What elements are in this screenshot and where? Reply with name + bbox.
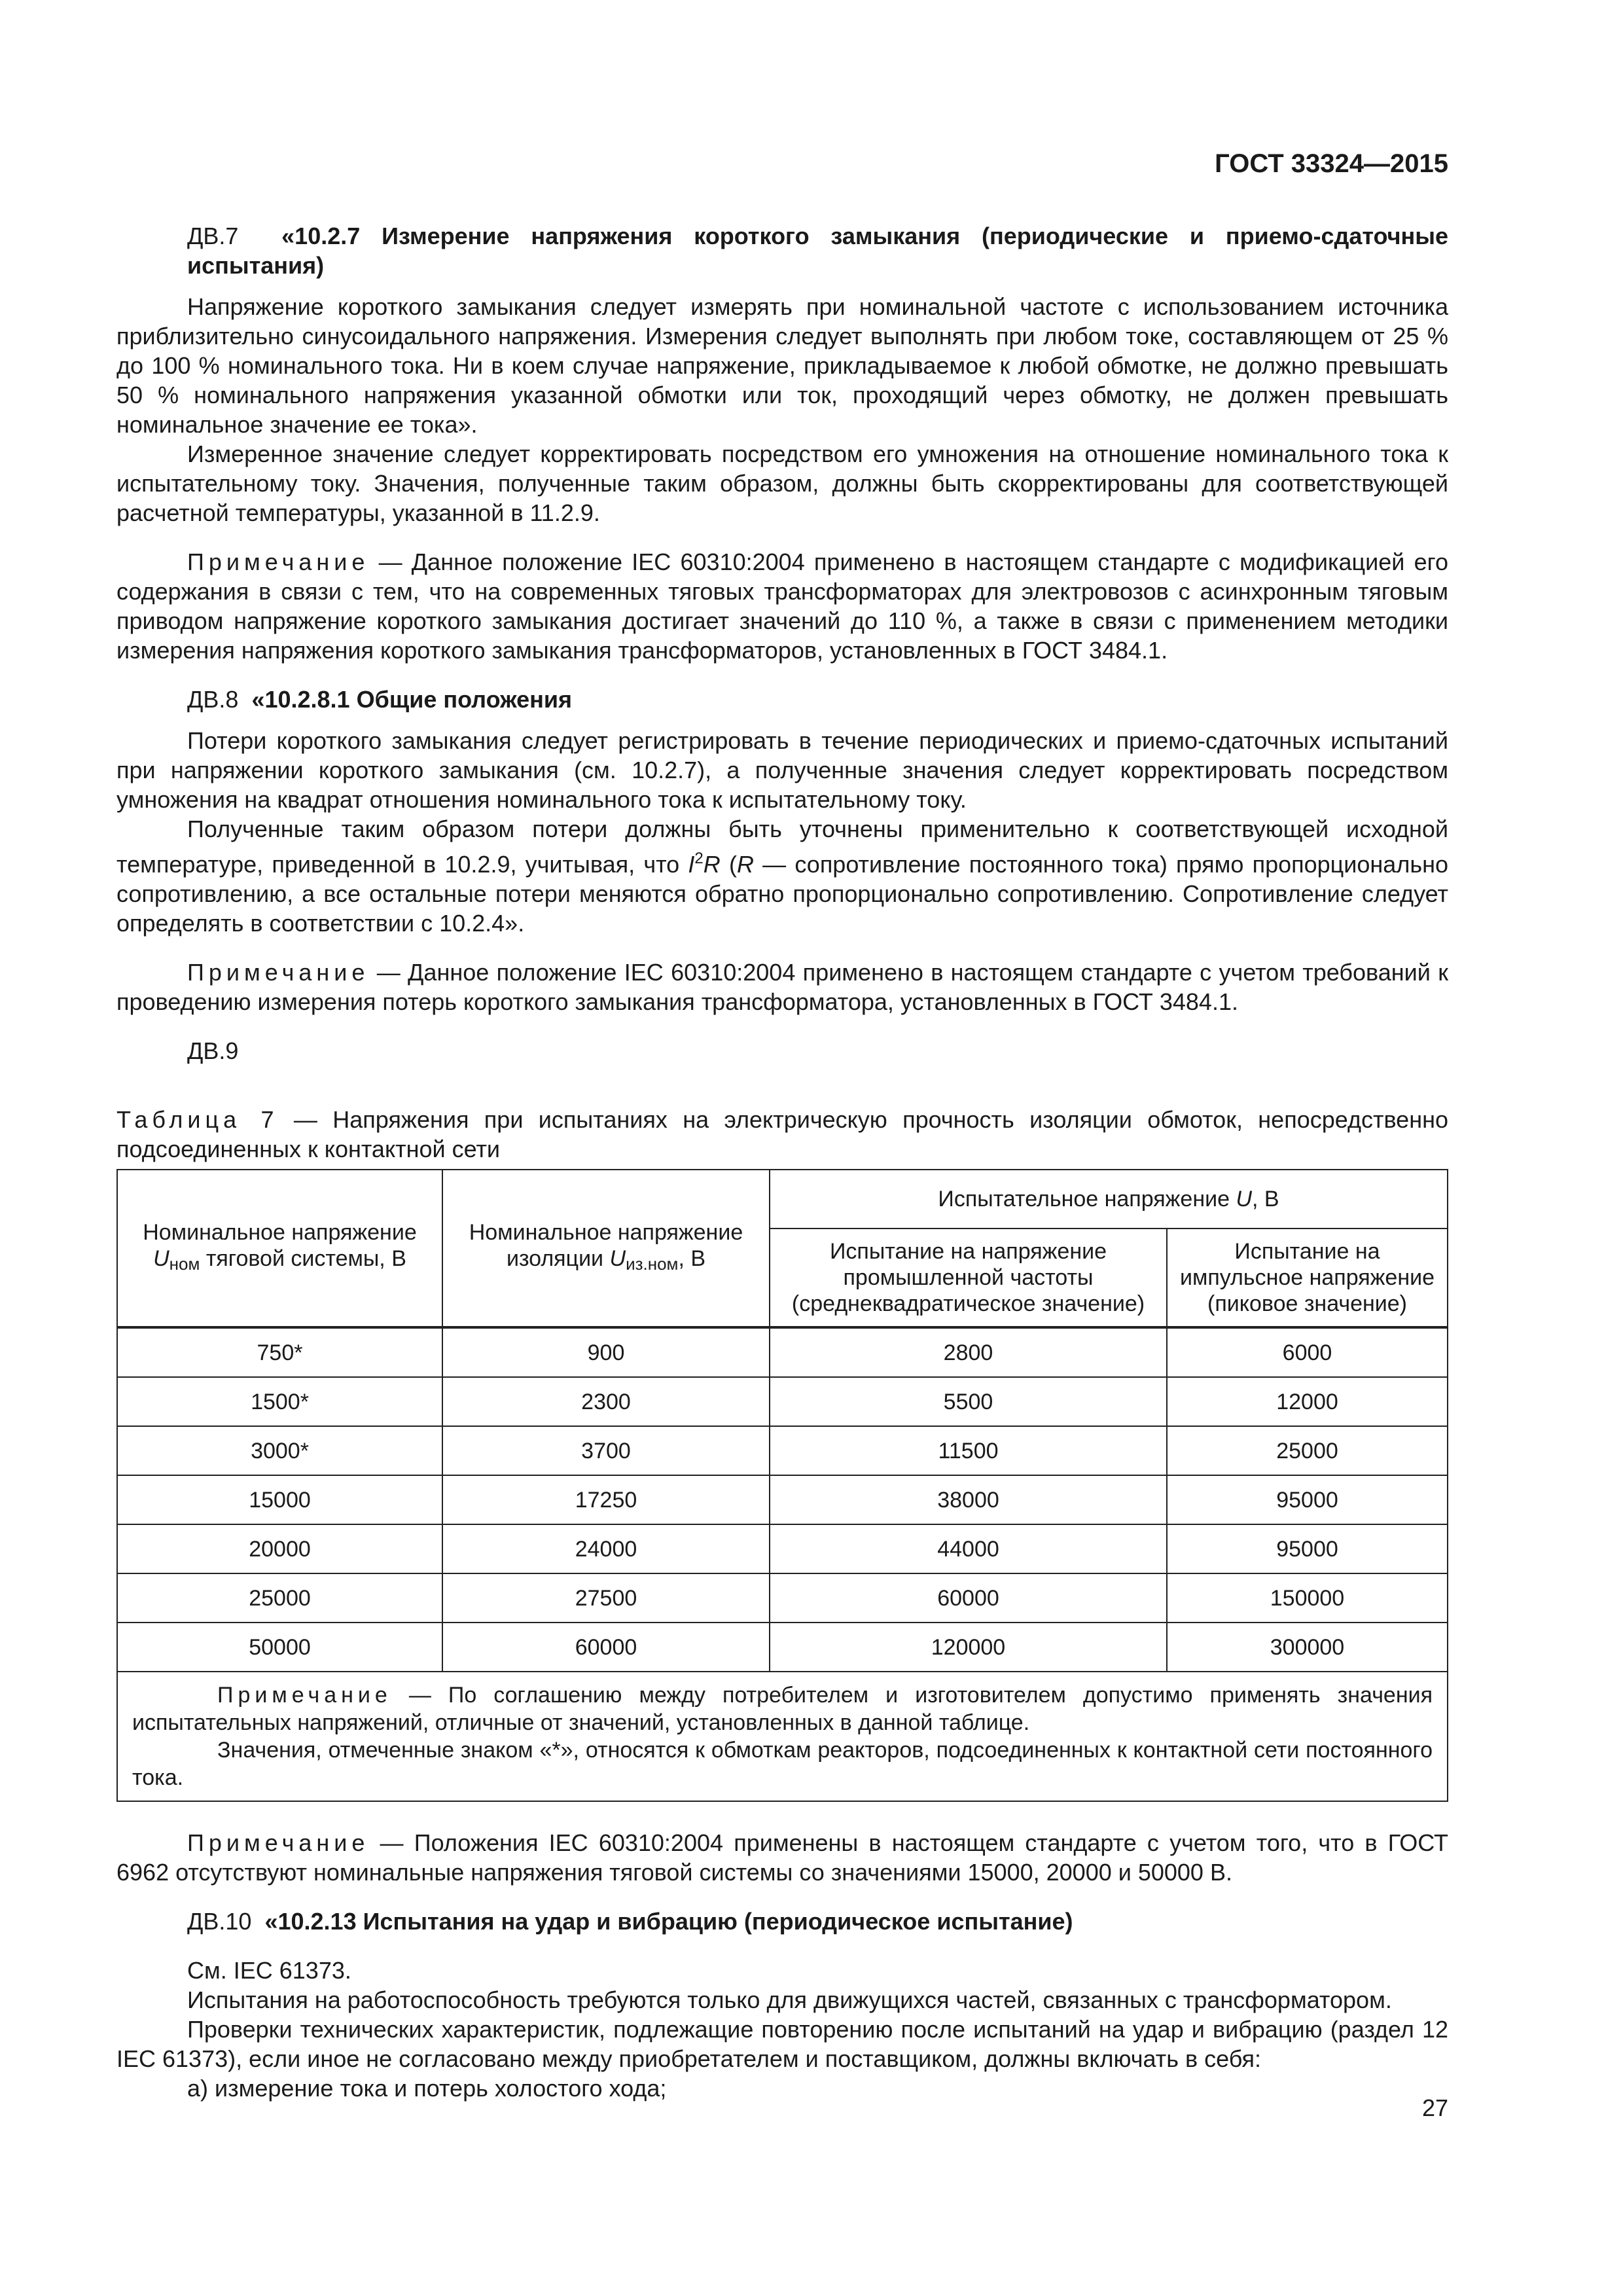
note-label: Примечание [187,959,370,986]
header-sub: ном [169,1254,200,1274]
section-heading-dv10 [187,1907,1448,1936]
table-row [117,1426,1448,1475]
table-cell: 95000 [1167,1524,1448,1573]
header-text: Испытательное напряжение [938,1187,1236,1211]
header-text: Номинальное напряжение [143,1220,417,1245]
table-cell: 900 [442,1327,770,1377]
table-cell: 3000* [117,1426,442,1475]
table-note-para [132,1681,1433,1736]
formula-exp: 2 [694,850,704,867]
table-cell: 3700 [442,1426,770,1475]
table-row [117,1475,1448,1524]
header-text: , В [678,1246,706,1271]
page-number: 27 [1421,2094,1448,2121]
note-text: — Положения IEC 60310:2004 применены в настоящем стандарте с учетом того, что в ГОСТ 6962 отсутствуют номинальные напряжения тяговой системы со значениями 15000, 20000 и 50000 В. [116,1829,1448,1886]
table-cell: 12000 [1167,1377,1448,1426]
header-text: Номинальное напряжение изоляции [469,1220,743,1271]
table-cell: 95000 [1167,1475,1448,1524]
table-body [117,1327,1448,1672]
table-cell: 27500 [442,1573,770,1623]
table-cell: 2300 [442,1377,770,1426]
header-var: U [609,1246,626,1271]
document-id: ГОСТ 33324—2015 [1215,149,1448,178]
voltage-table [116,1169,1448,1802]
paragraph: См. IEC 61373. [187,1957,351,1984]
table-cell: 1500* [117,1377,442,1426]
page-content [116,221,1448,2103]
section-number: ДВ.8 [187,686,239,713]
note [116,958,1448,1016]
paragraph: Напряжение короткого замыкания следует измерять при номинальной частоте с использованием источника приблизительно синусоидального напряжения. Измерения следует выполнять при любом токе, составляющем от 25 % до 100 % номинального тока. Ни в коем случае напряжение, прикладываемое к любой обмотке, не должно превышать 50 % номинального напряжения указанной обмотки или ток, проходящий через обмотку, не должен превышать номинальное значение ее тока». [116,293,1448,438]
section-number: ДВ.7 [187,223,239,249]
table-note [117,1672,1448,1801]
table-caption [116,1105,1448,1164]
table-cell: 44000 [770,1524,1167,1573]
table-cell: 120000 [770,1623,1167,1672]
header-sub: из.ном [626,1254,679,1274]
table-note-para: Значения, отмеченные знаком «*», относятся к обмоткам реакторов, подсоединенных к контактной сети постоянного тока. [132,1738,1433,1790]
table-cell: 2800 [770,1327,1167,1377]
table-row [117,1524,1448,1573]
column-group-test-voltage [770,1170,1448,1229]
table-cell: 24000 [442,1524,770,1573]
list-item: а) измерение тока и потерь холостого хода; [187,2075,667,2102]
text-run: ( [720,851,737,878]
note-label: Примечание [187,1829,370,1856]
table-cell: 150000 [1167,1573,1448,1623]
section-heading-dv7 [187,221,1448,280]
formula-var: I [688,851,695,878]
paragraph: Измеренное значение следует корректировать посредством его умножения на отношение номинального тока к испытательному току. Значения, полученные таким образом, должны быть скорректированы для соответствующей расчетной температуры, указанной в 11.2.9. [116,440,1448,526]
section-title: «10.2.8.1 Общие положения [251,686,573,713]
section-heading-dv8 [187,685,1448,714]
section-number: ДВ.10 [187,1908,252,1935]
table-row [117,1623,1448,1672]
table-label: Таблица 7 [116,1106,279,1133]
table-row [117,1377,1448,1426]
table-cell: 11500 [770,1426,1167,1475]
table-cell: 15000 [117,1475,442,1524]
table-title: — Напряжения при испытаниях на электрическую прочность изоляции обмоток, непосредственно подсоединенных к контактной сети [116,1106,1448,1162]
note [116,547,1448,665]
note-label: Примечание [187,548,370,575]
section-heading-dv9 [187,1036,1448,1066]
table-cell: 5500 [770,1377,1167,1426]
note-text: — Данное положение IEC 60310:2004 применено в настоящем стандарте с учетом требований к проведению измерения потерь короткого замыкания трансформатора, установленных в ГОСТ 3484.1. [116,959,1448,1015]
note [116,1828,1448,1887]
header-text: тяговой системы, В [200,1246,406,1271]
column-header-nominal-system [117,1170,442,1327]
table-cell: 6000 [1167,1327,1448,1377]
paragraph-with-formula [116,814,1448,938]
table-cell: 300000 [1167,1623,1448,1672]
table-cell: 60000 [770,1573,1167,1623]
table-cell: 60000 [442,1623,770,1672]
paragraph: Потери короткого замыкания следует регистрировать в течение периодических и приемо-сдаточных испытаний при напряжении короткого замыкания (см. 10.2.7), а полученные значения следует корректировать посредством умножения на квадрат отношения номинального тока к испытательному току. [116,727,1448,813]
table-cell: 17250 [442,1475,770,1524]
formula-var: R [736,851,754,878]
section-number: ДВ.9 [187,1037,239,1064]
note-text: — Данное положение IEC 60310:2004 применено в настоящем стандарте с модификацией его содержания в связи с тем, что на современных тяговых трансформаторах для электровозов с асинхронным тяговым приводом напряжение короткого замыкания достигает значений до 110 %, а также в связи с применением методики измерения напряжения короткого замыкания трансформаторов, установленных в ГОСТ 3484.1. [116,548,1448,664]
section-title: «10.2.7 Измерение напряжения короткого замыкания (периодические и приемо-сдаточные испытания) [187,223,1448,279]
header-var: U [1236,1187,1252,1211]
column-header-power-frequency: Испытание на напряжение промышленной частоты (среднеквадратическое значение) [770,1229,1167,1327]
paragraph: Проверки технических характеристик, подлежащие повторению после испытаний на удар и вибрацию (раздел 12 IEC 61373), если иное не согласовано между приобретателем и поставщиком, должны включать в себя: [116,2016,1448,2072]
table-row [117,1573,1448,1623]
column-header-nominal-insulation [442,1170,770,1327]
formula-var: R [703,851,721,878]
table-row [117,1327,1448,1377]
table-cell: 20000 [117,1524,442,1573]
paragraph: Испытания на работоспособность требуются только для движущихся частей, связанных с трансформатором. [187,1986,1392,2013]
table-cell: 25000 [1167,1426,1448,1475]
text-run: — сопротивление постоянного тока) прямо пропорционально сопротивлению, а все остальные потери меняются обратно пропорционально сопротивлению. Сопротивление следует определять в соответствии с 10.2.4». [116,851,1448,937]
table-cell: 25000 [117,1573,442,1623]
note-label: Примечание [217,1683,392,1708]
column-header-impulse: Испытание на импульсное напряжение (пиковое значение) [1167,1229,1448,1327]
text-run: Полученные таким образом потери должны быть уточнены применительно к соответствующей исходной температуре, приведенной в 10.2.9, учитывая, что [116,816,1448,878]
table-cell: 50000 [117,1623,442,1672]
note-text: — По соглашению между потребителем и изготовителем допустимо применять значения испытательных напряжений, отличные от значений, установленных в данной таблице. [132,1683,1433,1735]
header-text: , В [1252,1187,1279,1211]
table-cell: 38000 [770,1475,1167,1524]
table-cell: 750* [117,1327,442,1377]
section-title: «10.2.13 Испытания на удар и вибрацию (периодическое испытание) [264,1908,1073,1935]
header-var: U [153,1246,169,1271]
